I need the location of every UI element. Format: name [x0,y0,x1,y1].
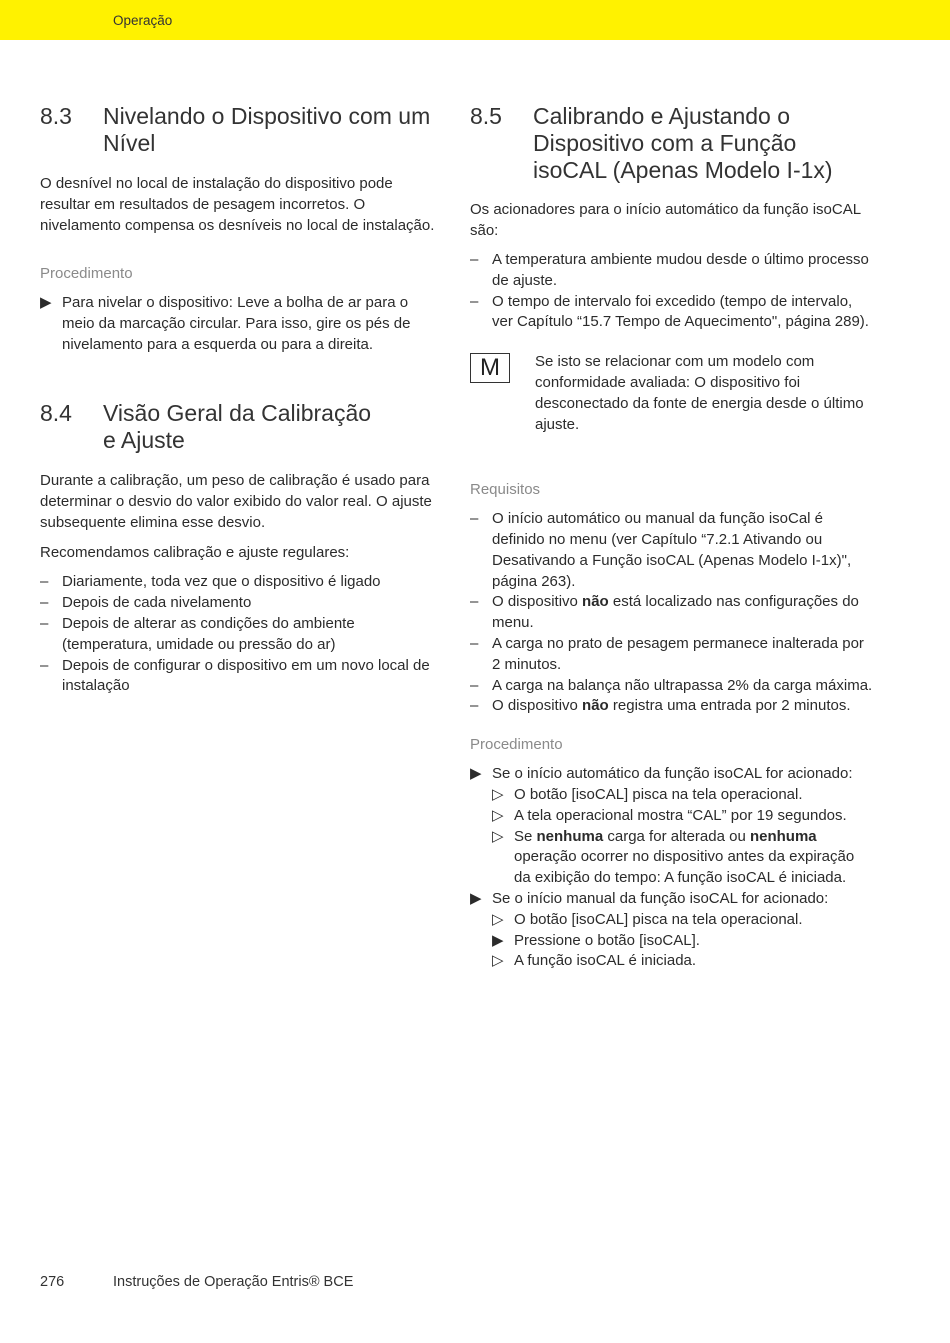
list-item: – O dispositivo não está localizado nas configurações do menu. [470,593,859,632]
section-8-3-heading [40,103,435,157]
section-8-4-heading [40,400,435,454]
list-item: – Depois de alterar as condições do ambiente (temperatura, umidade ou pressão do ar) [40,614,355,653]
list-item: – O tempo de intervalo foi excedido (tempo de intervalo, ver Capítulo “15.7 Tempo de Aquecimento", página 289). [470,292,869,331]
left-column [40,100,435,697]
recommendation-list [40,572,435,697]
procedure-subheading: Procedimento [470,736,563,754]
result-arrow-icon: ▷ [492,806,504,824]
page-number: 276 [40,1274,65,1290]
procedure-step: ▶ Pressione o botão [isoCAL]. [492,931,875,952]
procedure-step: ▶ Se o início automático da função isoCAL for acionado: [470,764,875,785]
list-item: – Diariamente, toda vez que o dispositivo é ligado [40,573,381,591]
result-item: ▷ O botão [isoCAL] pisca na tela operacional. [492,785,875,806]
document-title: Instruções de Operação Entris® BCE [113,1274,354,1290]
section-number: 8.3 [40,103,72,129]
procedure-list [40,293,435,355]
procedure-step: ▶ Se o início manual da função isoCAL for acionado: [470,889,875,910]
section-title: Calibrando e Ajustando o Dispositivo com a Função isoCAL (Apenas Modelo I-1x) [533,103,833,183]
section-8-3-paragraph: O desnível no local de instalação do dispositivo pode resultar em resultados de pesagem incorretos. O nivelamento compensa os desníveis no local de instalação. [40,175,435,234]
list-item: – O início automático ou manual da função isoCal é definido no menu (ver Capítulo “7.2.1 Ativando ou Desativando a Função isoCAL (Apenas Modelo I-1x)", página 263). [470,510,852,590]
step-text: Para nivelar o dispositivo: Leve a bolha de ar para o meio da marcação circular. Para isso, gire os pés de nivelamento para a esquerda ou para a direita. [62,294,411,353]
requirements-subheading: Requisitos [470,481,541,499]
right-column [470,100,875,972]
list-item: – Depois de cada nivelamento [40,594,252,612]
result-item: ▷ Se nenhuma carga for alterada ou nenhuma operação ocorrer no dispositivo antes da expiração da exibição do tempo: A função isoCAL é iniciada. [492,827,855,887]
action-arrow-icon: ▶ [492,931,504,949]
metrology-note [470,351,875,435]
result-item: ▷ O botão [isoCAL] pisca na tela operacional. [492,910,875,931]
metrology-m-icon: M [470,353,510,383]
result-arrow-icon: ▷ [492,827,504,845]
list-item: – A carga na balança não ultrapassa 2% da carga máxima. [470,676,873,694]
header-section-label: Operação [113,13,173,28]
section-8-5-intro: Os acionadores para o início automático da função isoCAL são: [470,201,861,239]
requirements-list [470,509,875,717]
action-arrow-icon: ▶ [40,294,52,311]
procedure-list [470,764,875,972]
trigger-list [470,250,875,333]
result-item: ▷ A função isoCAL é iniciada. [492,951,875,972]
result-arrow-icon: ▷ [492,952,504,970]
section-number: 8.4 [40,400,72,427]
action-arrow-icon: ▶ [470,765,482,783]
note-text: Se isto se relacionar com um modelo com conformidade avaliada: O dispositivo foi desconectado da fonte de energia desde o último ajuste. [535,353,864,434]
section-8-5-heading [470,103,875,184]
result-item: ▷ A tela operacional mostra “CAL” por 19 segundos. [492,806,875,827]
list-item: – O dispositivo não registra uma entrada por 2 minutos. [470,697,851,715]
list-item: – A temperatura ambiente mudou desde o último processo de ajuste. [470,251,869,289]
procedure-step [40,293,435,355]
procedure-subheading: Procedimento [40,265,133,282]
list-item: – A carga no prato de pesagem permanece inalterada por 2 minutos. [470,634,864,673]
header-bar [0,0,950,40]
result-arrow-icon: ▷ [492,785,504,803]
section-title: Nivelando o Dispositivo com um Nível [103,103,431,156]
list-item: – Depois de configurar o dispositivo em um novo local de instalação [40,656,430,695]
section-8-4-paragraph-1: Durante a calibração, um peso de calibração é usado para determinar o desvio do valor exibido do valor real. O ajuste subsequente elimina esse desvio. [40,472,432,532]
result-arrow-icon: ▷ [492,910,504,928]
section-number: 8.5 [470,103,502,129]
action-arrow-icon: ▶ [470,889,482,907]
section-8-4-paragraph-2: Recomendamos calibração e ajuste regulares: [40,544,350,562]
section-title: Visão Geral da Calibração e Ajuste [103,400,372,454]
